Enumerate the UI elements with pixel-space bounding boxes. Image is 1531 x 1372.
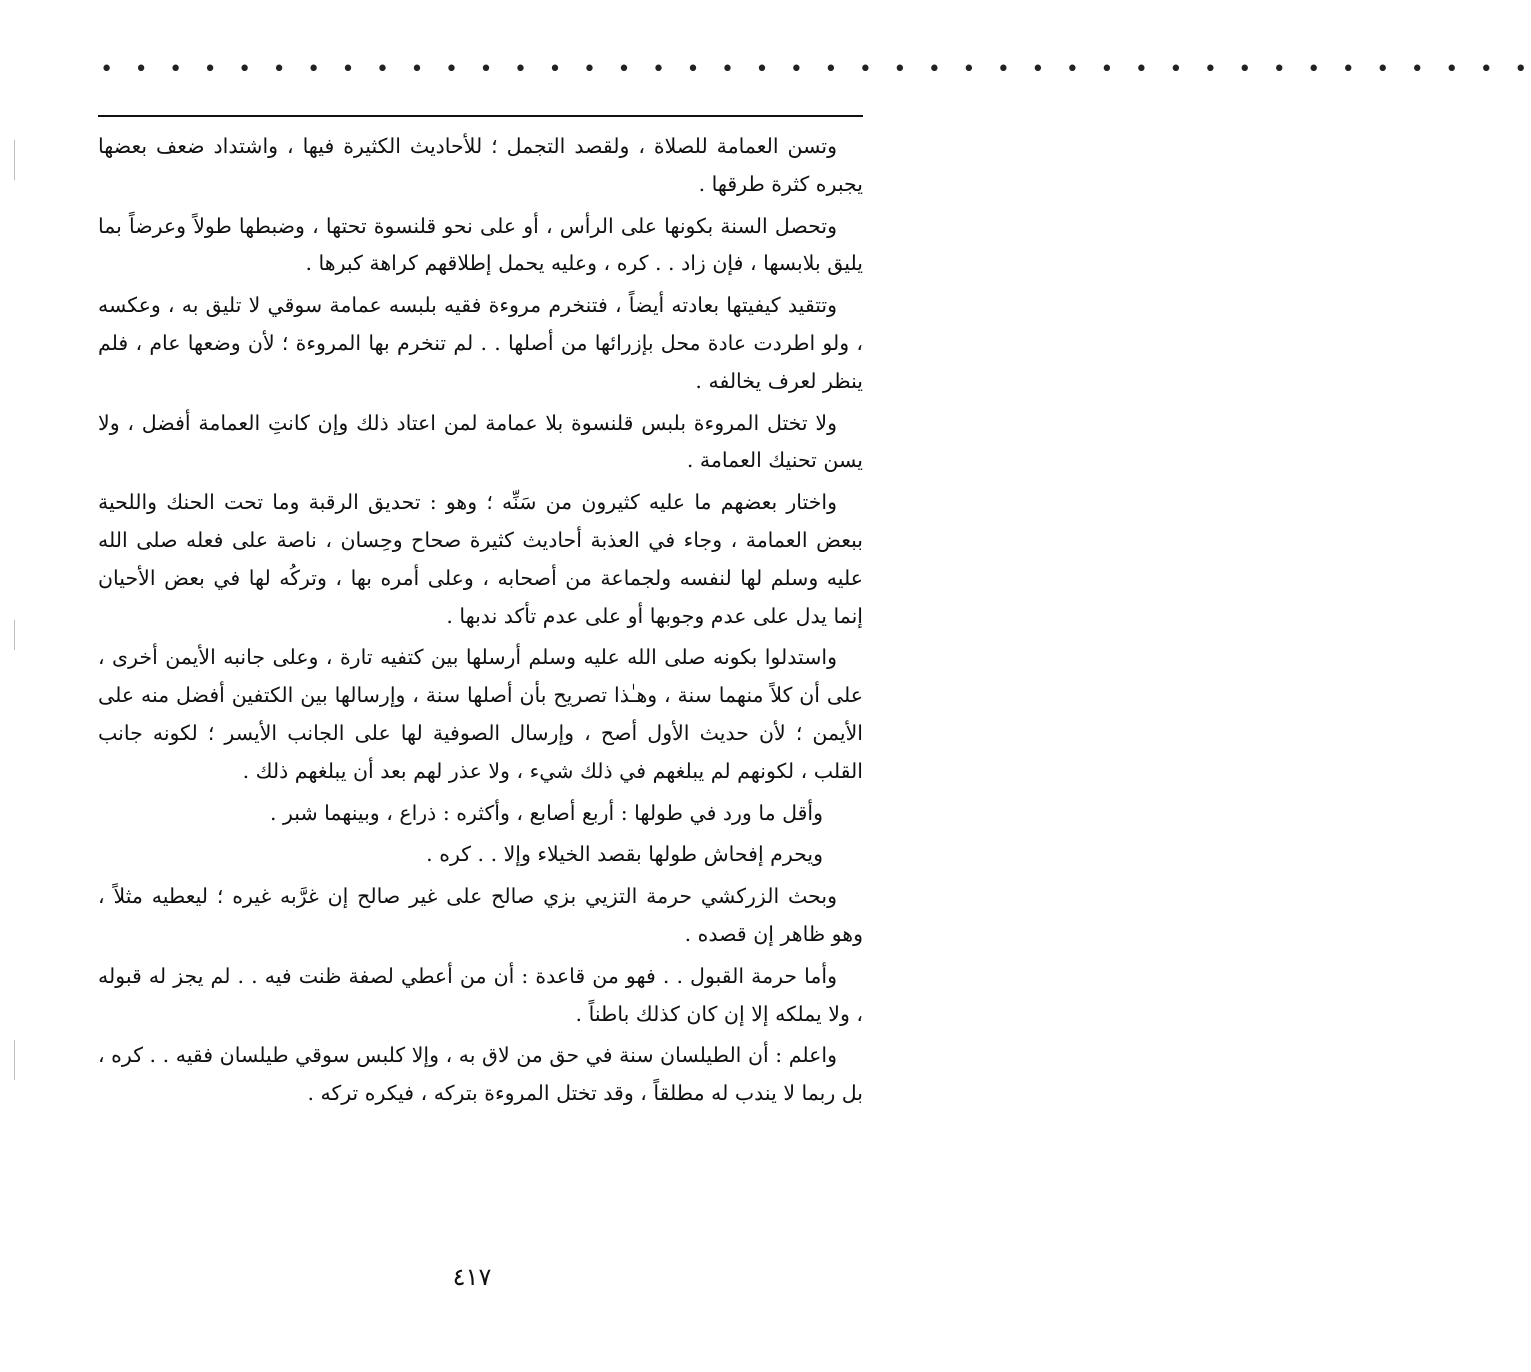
paragraph: وتتقيد كيفيتها بعادته أيضاً ، فتنخرم مروءة فقيه بلبسه عمامة سوقي لا تليق به ، وعكسه ، ولو اطردت عادة محل بإزرائها من أصلها . . لم تنخرم بها المروءة ؛ لأن وضعها عام ، فلم ينظر لعرف يخالفه . [98,293,863,393]
paragraph: وتسن العمامة للصلاة ، ولقصد التجمل ؛ للأحاديث الكثيرة فيها ، واشتداد ضعف بعضها يجبره كثرة طرقها . [98,134,863,196]
paragraph: واعلم : أن الطيلسان سنة في حق من لاق به ، وإلا كلبس سوقي طيلسان فقيه . . كره ، بل ربما لا يندب له مطلقاً ، وقد تختل المروءة بتركه ، فيكره تركه . [98,1043,863,1106]
paragraph: واستدلوا بكونه صلى الله عليه وسلم أرسلها بين كتفيه تارة ، وعلى جانبه الأيمن أخرى ، على أن كلاً منهما سنة ، وهـٰذا تصريح بأن أصلها سنة ، وإرسالها بين الكتفين أفضل منه على الأيمن ؛ لأن حديث الأول أصح ، وإرسال الصوفية لها على الجانب الأيسر ؛ لكونه جانب القلب ، لكونهم لم يبلغهم في ذلك شيء ، ولا عذر لهم بعد أن يبلغهم ذلك . [98,645,863,783]
page-body [98,128,863,1117]
paragraph: ولا تختل المروءة بلبس قلنسوة بلا عمامة لمن اعتاد ذلك وإن كانتِ العمامة أفضل ، ولا يسن تحنيك العمامة . [98,410,863,473]
header-rule [98,115,863,117]
paragraph: وبحث الزركشي حرمة التزيي بزي صالح على غير صالح إن غرَّبه غيره ؛ ليعطيه مثلاً ، وهو ظاهر إن قصده . [98,884,863,946]
scan-edge-mark [14,620,15,650]
paragraph: وأما حرمة القبول . . فهو من قاعدة : أن من أعطي لصفة ظنت فيه . . لم يجز له قبوله ، ولا يملكه إلا إن كان كذلك باطناً . [98,963,863,1026]
header-dotted-line: • • • • • • • • • • • • • • • • • • • • • • • • • • • • • • • • • • • • • • • • • • [100,57,1531,82]
scan-edge-mark [14,140,15,180]
paragraph: واختار بعضهم ما عليه كثيرون من سَنِّه ؛ وهو : تحديق الرقبة وما تحت الحنك واللحية ببعض العمامة ، وجاء في العذبة أحاديث كثيرة صحاح وحِسان ، ناصة على فعله صلى الله عليه وسلم لها لنفسه ولجماعة من أصحابه ، وعلى أمره بها ، وتركُه لها في بعض الأحيان إنما يدل على عدم وجوبها أو على عدم تأكد ندبها . [98,490,863,628]
paragraph: ويحرم إفحاش طولها بقصد الخيلاء وإلا . . كره . [426,842,823,867]
scan-edge-mark [14,1040,15,1080]
page-number: ٤١٧ [452,1263,492,1291]
paragraph: وأقل ما ورد في طولها : أربع أصابع ، وأكثره : ذراع ، وبينهما شبر . [269,800,823,825]
paragraph: وتحصل السنة بكونها على الرأس ، أو على نحو قلنسوة تحتها ، وضبطها طولاً وعرضاً بما يليق بلابسها ، فإن زاد . . كره ، وعليه يحمل إطلاقهم كراهة كبرها . [98,213,863,276]
